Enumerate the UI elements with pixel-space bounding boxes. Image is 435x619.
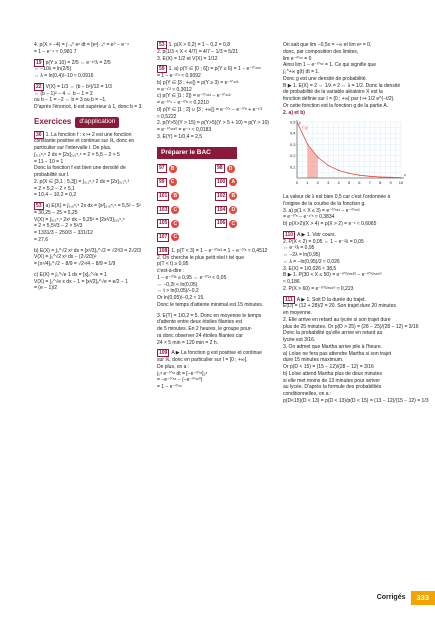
text-line: de probabilité de la variable aléatoire X est la — [283, 89, 383, 96]
x-tick-label: 6 — [358, 180, 361, 186]
text-line: donc, par composition des limites, — [283, 48, 359, 55]
x-axis-label: x — [404, 172, 406, 178]
answer-number: 100 — [217, 179, 226, 186]
exercise-19 — [34, 60, 152, 80]
exercise-number: 108 — [159, 247, 168, 254]
answer-item — [157, 192, 215, 201]
column-3 — [283, 42, 429, 405]
text-line: p(T < t) ≥ 0,95 — [157, 261, 189, 268]
answer-number: 99 — [159, 179, 165, 186]
text-line: = 10,4 − 10,2 = 0,2 — [34, 192, 77, 199]
curve-label: Cg — [302, 124, 308, 130]
text-line: 2. On cherche le plus petit réel t tel que — [157, 254, 244, 261]
answer-grid — [157, 164, 275, 242]
answer-letter: C — [169, 178, 177, 186]
curve-point — [390, 177, 391, 178]
answer-letter: B — [171, 192, 179, 200]
text-line: de 5 minutes. En 2 heures, le groupe pour- — [157, 326, 253, 333]
text-line: = 30,25 − 25 = 5,25 — [34, 209, 78, 216]
text-line: ⇔ λ = ln(0,4)/−10 ≈ 0,0916 — [34, 73, 94, 79]
text-line: 2. P(X > 60) = e⁻⁰'⁰²⁵ˣ⁶⁰ ≈ 0,223 — [283, 285, 354, 292]
answer-item — [157, 219, 215, 228]
x-tick-label: 8 — [379, 180, 382, 186]
text-line: probabilité sur I. — [34, 172, 70, 179]
text-line: A ▶ La fonction g est positive et continue — [171, 350, 262, 357]
x-tick-label: 10 — [398, 180, 404, 186]
text-line: = e⁻⁰'⁴ − e⁻⁰'⁸ ≈ 0,2210 — [157, 100, 209, 106]
column-1 — [34, 42, 152, 292]
exercise-number: 19 — [36, 59, 42, 66]
answer-number: 101 — [159, 192, 168, 199]
text-line: ⇔ −0,2t < ln(0,05) — [157, 281, 198, 288]
text-line: en moyenne. — [283, 310, 312, 316]
text-line: 3. On admet que Martha arrive pile à l'heure. — [283, 343, 383, 350]
text-line: fonction définie sur I = [0 ; +∞[ par t ↦ 1/2 e^(−t/2). — [283, 96, 395, 102]
text-line: c'est-à-dire : — [157, 268, 185, 275]
text-line: l'origine de la courbe de la fonction g. — [283, 200, 366, 207]
text-line: d) p(Y ∈ ]1 ; 2] ∪ [3 ; +∞[) = e⁻⁰'⁴ − e⁻⁰'⁸ + e⁻¹'² — [157, 106, 263, 113]
exercise-109 — [157, 350, 275, 391]
exercise-number: 111 — [285, 296, 293, 303]
curve-point — [400, 177, 401, 178]
text-line: ⇔ λ = −ln(0,95)/2 ≈ 0,026 — [283, 258, 340, 265]
text-line: On sait que lim −0,5x = −∞ et lim eˣ = 0, — [283, 42, 372, 48]
text-line: 1. La fonction f : x ↦ 2 est une fonction — [45, 131, 132, 138]
text-line: = 1331/3 − 250/3 − 331/12 — [34, 230, 93, 237]
text-line: ⇔ −2λ = ln(0,95) — [283, 252, 321, 258]
curve-point — [296, 122, 297, 123]
text-line: = e⁻¹'² ≈ 0,3012 — [157, 86, 192, 93]
text-line: Donc la fonction f est bien une densité de — [34, 165, 126, 172]
text-line: conditionnelles, on a : — [283, 391, 332, 397]
text-line: a) E(X) = ∫₅,₅⁵,⁵ 2x dx = [x²]₅,₅⁵,⁵ = 5,5² − 5² — [45, 203, 141, 210]
answer-item — [215, 219, 273, 228]
text-line: V(X) = 1/3 ⇔ (b − b²)/12 = 1/3 — [45, 83, 112, 90]
text-line: 3. E(X) = 1/0,026 ≈ 38,5 — [283, 265, 337, 272]
answer-number: 102 — [217, 192, 226, 199]
text-line: ⇔ e⁻²λ = 0,95 — [283, 245, 315, 252]
text-line: c) p(Y ∈ ]1 ; 2]) = e⁻⁰'⁴ˣ¹ − e⁻⁰'⁴ˣ² — [157, 93, 231, 100]
text-line: b) Loïse attend Martha plus de deux minutes — [283, 370, 382, 377]
answer-item — [157, 206, 215, 215]
text-line: 2. p(1/3 < X < 4/7) = 4/7 − 1/3 = 5/21 — [157, 48, 239, 55]
text-line: = 1 − e⁻⁴ ≈ 0,981 7 — [34, 48, 77, 55]
after-graph — [283, 194, 407, 228]
curve-point — [359, 175, 360, 176]
text-line: ⇔ −10λ = ln(2/5) — [34, 66, 72, 73]
x-tick-label: 4 — [337, 180, 340, 186]
answer-letter: B — [229, 192, 237, 200]
text-line: E(D) = (12 + 28)/2 = 20. Son trajet dure 20 minutes — [283, 303, 396, 310]
text-line: Donc la probabilité qu'elle arrive en retard au — [283, 330, 383, 337]
answer-number: 107 — [159, 234, 168, 241]
column-2 — [157, 42, 275, 391]
text-line: lim e⁻⁰'⁵ˣ = 0 — [283, 55, 312, 62]
answer-number: 105 — [159, 220, 168, 227]
text-line: si elle met moins de 13 minutes pour arriver — [283, 377, 380, 384]
answer-item — [215, 206, 273, 215]
x-tick-label: 7 — [368, 180, 371, 186]
text-line: ∫₀ˣ e⁻⁰'⁵ᵗ dt = [−e⁻⁰'⁵ᵗ]₀ˣ — [157, 370, 208, 377]
x-tick-label: 0 — [295, 180, 299, 186]
exercise-22 — [34, 84, 152, 111]
text-line: A ▶ 1. Voir cours. — [297, 231, 336, 238]
text-line: ⇔ (b − 1)² − 4 ⇔ b − 1 = 2 — [34, 90, 93, 97]
text-line: 1. p(T < 3) = 1 − e⁻⁰'²ˣ³ = 1 − e⁻⁰'⁶ ≈ 0,4512 — [171, 247, 268, 254]
text-line: ∫₀^+∞ g(t) dt = 1. — [283, 69, 320, 75]
text-line: V(X) = ∫₀^√e x dx − 1 = [x²/2]₀^√e = e/2 − 1 — [34, 278, 128, 285]
text-line: dure 15 minutes maximum. — [283, 357, 344, 364]
answer-number: 98 — [217, 165, 223, 172]
y-tick-label: 0,2 — [289, 153, 296, 159]
text-line: = (e − 1)/2 — [34, 285, 58, 292]
answer-letter: C — [229, 220, 237, 228]
text-line: b) E(X) = ∫₀^√2 x² dx = [x³/3]₀^√2 = √2³/3 = 2√2/3 — [34, 247, 142, 254]
y-tick-label: 0,4 — [289, 130, 296, 136]
exercise-53 — [34, 203, 152, 292]
exercises-tag: d'application — [75, 117, 119, 128]
text-line: 1. p(X > 0,2) = 1 − 0,2 = 0,8 — [168, 42, 230, 48]
ex4-block — [34, 42, 152, 56]
text-line: 24 × 5 min = 120 min = 2 h. — [157, 339, 219, 346]
curve-point — [348, 173, 349, 174]
text-line: sur ℝ, donc en particulier sur I = [0 ; +∞[. — [157, 357, 248, 364]
text-line: 2. p(Y>5)(Y > 15) = p(Y>5)(Y > 5 + 10) = p(Y > 10) — [157, 120, 270, 127]
text-line: = 11 − 10 = 1 — [34, 158, 64, 165]
y-axis-label: y — [299, 120, 301, 126]
answer-letter: D — [227, 165, 235, 173]
text-line: = 27,6 — [34, 236, 49, 243]
text-line: = 2 × 5,5³/3 − 2 × 5³/3 — [34, 223, 83, 230]
exercise-number: 22 — [36, 83, 42, 90]
text-line: p(D<15)(D < 13) = p(D < 13)/p(D < 15) = (13 − 12)/(15 − 12) = 1/3 — [283, 397, 429, 404]
text-line: 3. E(X) = 1/2 et V(X) = 1/12 — [157, 55, 218, 62]
exercise-53b — [157, 42, 275, 62]
x-tick-label: 2 — [316, 180, 319, 186]
text-line: 4. p(X > −4) = ∫₋₄⁰ eˣ dt = [eˣ]₋₄⁰ = e⁰ − e⁻⁴ — [34, 42, 129, 48]
y-tick-label: 0,5 — [289, 119, 296, 125]
text-line: D'après l'énoncé, b est supérieur à 1, donc b = 3. — [34, 104, 143, 110]
text-line: ou b − 1 = −2 ⇔ b = 3 ou b = −1. — [34, 97, 107, 104]
page-footer — [377, 591, 435, 605]
text-line: particulier sur l'intervalle I. De plus, — [34, 145, 112, 152]
exercise-number: 36 — [36, 131, 42, 138]
answer-letter: D — [229, 206, 237, 214]
curve-point — [307, 144, 308, 145]
text-line: = 1 − e⁻²'⁴ ≈ 0,9092 — [157, 73, 201, 79]
y-tick-label: 0,3 — [289, 142, 296, 148]
text-line: B ▶ 1. P(30 < X ≤ 50) = e⁻⁰'⁰²⁵ˣ³⁰ − e⁻⁰'⁰²⁵ˣ⁵⁰ — [283, 272, 382, 279]
curve-point — [317, 157, 318, 158]
text-line: ≈ 0,186 — [283, 279, 300, 285]
text-line: Or cette fonction est la fonction g de la partie A. — [283, 102, 389, 109]
text-line: lycée est 3/16. — [283, 337, 316, 343]
text-line: V(X) = ∫₀^√2 x³ dx − (2√2/3)² — [34, 254, 97, 261]
text-line: p(Y ≥ 10) = 2/5 ⇔ e⁻¹⁰λ = 2/5 — [45, 59, 111, 66]
x-tick-label: 1 — [306, 180, 309, 186]
ex109-continued — [283, 42, 407, 116]
text-line: = e⁻⁰'⁵ − e⁻¹'⁵ ≈ 0,3834 — [283, 214, 335, 221]
text-line: B ▶ 1. E(X) = 2 ⇔ 1/λ = 2 ⇔ λ = 1/2. Donc la densité — [283, 82, 401, 89]
text-line: 1 − e⁻⁰'²ᵗ ≥ 0,95 ⇔ e⁻⁰'²ᵗ < 0,05 — [157, 274, 227, 281]
text-line: b) p(Y ∈ [3 ; +∞[) = p(Y ≥ 3) = e⁻⁰'⁴ˣ³ — [157, 79, 239, 86]
text-line: Ainsi lim 1 − e⁻⁰'⁵ˣ = 1. Ce qui signifie que — [283, 62, 376, 69]
text-line: c) E(X) = ∫₀^√e 1 dx = [x]₀^√e = 1 — [34, 271, 107, 278]
y-tick-label: 0,1 — [289, 164, 296, 170]
answer-letter: B — [169, 165, 177, 173]
text-line: 2. p(X ∈ [3,1 ; 5,3]) = ∫₃,₁⁵,³ 2 dx = [2x]₃,₁⁵,³ — [34, 178, 130, 185]
answer-letter: C — [171, 220, 179, 228]
exercise-108 — [157, 248, 275, 347]
text-line: 2. a) et b) — [283, 109, 305, 116]
curve-point — [369, 176, 370, 177]
answer-item — [215, 192, 273, 201]
x-tick-label: 9 — [389, 180, 392, 186]
exercise-number: 53 — [159, 42, 165, 48]
text-line: 2. Elle arrive en retard au lycée si son trajet dure — [283, 316, 391, 323]
text-line: = 2 × 5,2 − 2 × 5,1 — [34, 185, 75, 192]
text-line: ra donc observer 24 étoiles filantes car — [157, 332, 243, 339]
answer-item — [215, 164, 273, 173]
text-line: La valeur de λ est bien 0,5 car c'est l'ordonnée à — [283, 194, 391, 200]
text-line: = e⁻⁰'⁴ˣ¹⁰ = e⁻⁴ ≈ 0,0183 — [157, 127, 212, 133]
exercise-111 — [283, 296, 429, 405]
answer-item — [215, 178, 273, 187]
answer-number: 103 — [159, 206, 168, 213]
text-line: plus de 25 minutes. Or p(D > 25) = (28 − 25)/(28 − 12) = 3/16 — [283, 323, 419, 330]
answer-item — [157, 164, 215, 173]
text-line: Donc g est une densité de probabilité. — [283, 75, 367, 82]
exercises-header — [34, 117, 152, 128]
answer-number: 104 — [217, 206, 226, 213]
text-line: 3. E(Y) = 1/0,4 = 2,5 — [157, 133, 203, 140]
curve-point — [380, 177, 381, 178]
text-line: 2. P(X < 2) = 0,05 ⇔ 1 − e⁻²λ = 0,05 — [283, 238, 364, 245]
text-line: = −e⁻⁰'⁵ˣ − (−e⁻⁰'⁵ˣ⁰) — [157, 377, 203, 384]
curve-point — [328, 165, 329, 166]
text-line: a) Loïse ne fera pas attendre Martha si son trajet — [283, 350, 392, 357]
answer-letter: C — [171, 233, 179, 241]
bac-header: Préparer le BAC — [157, 147, 237, 160]
text-line: constante positive et continue sur ℝ, donc en — [34, 138, 135, 145]
exercise-number: 59 — [159, 66, 165, 73]
text-line: ⇔ t > ln(0,05)/−0,2 — [157, 288, 199, 295]
text-line: 3. a) p(1 < X ≤ 3) = e⁻⁰'⁵ˣ¹ − e⁻⁰'⁵ˣ³ — [283, 207, 360, 214]
text-line: d'attente entre deux étoiles filantes est — [157, 319, 243, 326]
text-line: 1. a) p(Y ∈ [0 ; 6]) = p(Y ≤ 6) = 1 − e⁻⁰'⁴ˣ⁶ — [168, 66, 261, 73]
exercise-36 — [34, 132, 152, 200]
answer-letter: C — [171, 206, 179, 214]
text-line: = [x⁴/4]₀^√2 − 8/9 = √2⁴/4 − 8/9 = 1/9 — [34, 261, 116, 268]
x-tick-label: 3 — [327, 180, 330, 186]
curve-point — [338, 170, 339, 171]
text-line: ∫₂,₅⁵,⁵ 2 dx = [2x]₂,₅⁵,⁵ = 2 × 5,5 − 2 × 5 — [34, 151, 120, 158]
text-line: A ▶ 1. Soit D la durée du trajet. — [296, 296, 366, 303]
text-line: au lycée. D'après la formule des probabilités — [283, 384, 382, 391]
exercise-110 — [283, 232, 407, 293]
text-line: Or p(D < 15) = (15 − 12)/(28 − 12) = 3/16 — [283, 364, 374, 370]
text-line: b) p(X>2)(X > 4) = p(X > 2) = e⁻¹ ≈ 0,6065 — [283, 221, 377, 227]
answer-item — [157, 178, 215, 187]
answer-item — [157, 233, 215, 242]
text-line: ≈ 0,5222 — [157, 113, 177, 120]
density-graph — [283, 118, 407, 188]
text-line: V(X) = ∫₅,₅⁵,⁵ 2x² dx − 5,25² = [2x³/3]₅,₅⁵,⁵ — [34, 216, 125, 223]
text-line: Donc le temps d'attente minimal est 15 minutes. — [157, 301, 264, 308]
text-line: = 1 − e⁻⁰'⁵ˣ — [157, 384, 182, 391]
exercise-number: 110 — [285, 231, 294, 238]
exercise-number: 53 — [36, 203, 42, 210]
answer-number: 106 — [217, 220, 226, 227]
text-line: 3. E(T) = 1/0,2 = 5. Donc en moyenne le temps — [157, 312, 262, 319]
answer-letter: A — [229, 178, 237, 186]
text-line: De plus, on a : — [157, 363, 190, 370]
footer-label: Corrigés — [376, 594, 406, 602]
exercises-title: Exercices — [34, 116, 72, 126]
exercise-number: 109 — [159, 350, 168, 357]
x-tick-label: 5 — [347, 180, 351, 186]
text-line: Or ln(0,05)/−0,2 ≈ 15. — [157, 295, 205, 302]
answer-number: 97 — [159, 165, 165, 172]
page-number: 333 — [411, 591, 435, 605]
exercise-59 — [157, 66, 275, 140]
